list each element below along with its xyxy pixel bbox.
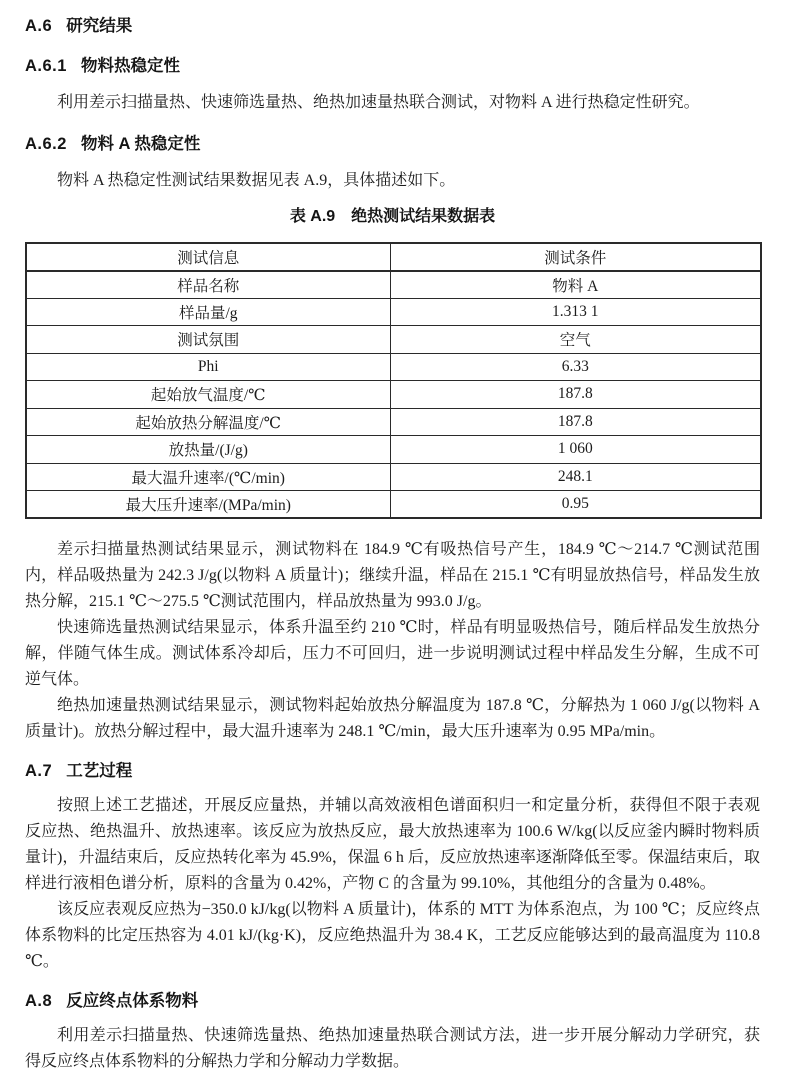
test-info-cell: 样品量/g: [26, 298, 390, 326]
table-caption-label: 表 A.9: [289, 208, 336, 225]
table-header-row: [26, 243, 761, 271]
section-heading-a6: [25, 16, 760, 36]
table-row: [26, 298, 761, 326]
test-info-cell: 最大压升速率/(MPa/min): [26, 491, 390, 519]
section-number: A.6.1: [25, 57, 67, 75]
test-condition-cell: 0.95: [390, 491, 761, 519]
table-row: [26, 353, 761, 381]
section-number: A.7: [25, 762, 53, 780]
section-number: A.6: [25, 17, 53, 35]
paragraph-arc-result: 绝热加速量热测试结果显示，测试物料起始放热分解温度为 187.8 ℃，分解热为 1 060 J/g(以物料 A 质量计)。放热分解过程中，最大温升速率为 248.1 ℃/min，最大压升速率为 0.95 MPa/min。: [25, 697, 760, 740]
section-title: 物料 A 热稳定性: [80, 135, 201, 153]
table-row: [26, 408, 761, 436]
table-row: [26, 381, 761, 409]
paragraph-a8-1: 利用差示扫描量热、快速筛选量热、绝热加速量热联合测试方法，进一步开展分解动力学研究，获得反应终点体系物料的分解热力学和分解动力学数据。: [25, 1027, 760, 1070]
section-heading-a6-2: [25, 134, 760, 154]
section-heading-a8: [25, 991, 760, 1011]
section-number: A.6.2: [25, 135, 67, 153]
table-caption: [25, 206, 760, 228]
paragraph-a6-2: 物料 A 热稳定性测试结果数据见表 A.9，具体描述如下。: [57, 172, 456, 189]
section-title: 物料热稳定性: [80, 57, 180, 75]
test-info-cell: Phi: [26, 353, 390, 381]
section-title: 反应终点体系物料: [66, 992, 199, 1010]
test-info-cell: 测试氛围: [26, 326, 390, 354]
header-test-condition: 测试条件: [390, 243, 761, 271]
section-heading-a7: [25, 761, 760, 781]
paragraph-a7-1: 按照上述工艺描述，开展反应量热，并辅以高效液相色谱面积归一和定量分析，获得但不限于表观反应热、绝热温升、放热速率。该反应为放热反应，最大放热速率为 100.6 W/kg(以反应釜内瞬时物料质量计)，升温结束后，反应热转化率为 45.9%，保温 6 h 后，反应放热速率逐渐降低至零。保温结束后，取样进行液相色谱分析，原料的含量为 0.42%，产物 C 的含量为 99.10%，其他组分的含量为 0.48%。: [25, 797, 760, 892]
test-info-cell: 起始放热分解温度/℃: [26, 408, 390, 436]
table-row: [26, 491, 761, 519]
test-info-cell: 最大温升速率/(℃/min): [26, 463, 390, 491]
test-info-cell: 样品名称: [26, 271, 390, 299]
test-condition-cell: 物料 A: [390, 271, 761, 299]
paragraph-screening-result: 快速筛选量热测试结果显示，体系升温至约 210 ℃时，样品有明显吸热信号，随后样品发生放热分解，伴随气体生成。测试体系冷却后，压力不可回归，进一步说明测试过程中样品发生分解，生成不可逆气体。: [25, 619, 760, 688]
table-caption-title: 绝热测试结果数据表: [351, 208, 496, 225]
test-condition-cell: 187.8: [390, 381, 761, 409]
section-title: 研究结果: [66, 17, 133, 35]
header-test-info: 测试信息: [26, 243, 390, 271]
paragraph-a7-2: 该反应表观反应热为−350.0 kJ/kg(以物料 A 质量计)，体系的 MTT 为体系泡点，为 100 ℃；反应终点体系物料的比定压热容为 4.01 kJ/(kg·K)，反应绝热温升为 38.4 K，工艺反应能够达到的最高温度为 110.8 ℃。: [25, 901, 760, 970]
adiabatic-test-results-table: [25, 242, 762, 519]
test-info-cell: 放热量/(J/g): [26, 436, 390, 464]
test-condition-cell: 1.313 1: [390, 298, 761, 326]
test-condition-cell: 1 060: [390, 436, 761, 464]
paragraph-a6-1: 利用差示扫描量热、快速筛选量热、绝热加速量热联合测试，对物料 A 进行热稳定性研究。: [57, 94, 700, 111]
table-row: [26, 463, 761, 491]
table-row: [26, 326, 761, 354]
paragraph-dsc-result: 差示扫描量热测试结果显示，测试物料在 184.9 ℃有吸热信号产生，184.9 ℃～214.7 ℃测试范围内，样品吸热量为 242.3 J/g(以物料 A 质量计)；继续升温，样品在 215.1 ℃有明显放热信号，样品发生放热分解，215.1 ℃～275.5 ℃测试范围内，样品放热量为 993.0 J/g。: [25, 541, 760, 610]
table-row: [26, 436, 761, 464]
test-condition-cell: 空气: [390, 326, 761, 354]
test-condition-cell: 248.1: [390, 463, 761, 491]
table-row: [26, 271, 761, 299]
test-condition-cell: 6.33: [390, 353, 761, 381]
section-number: A.8: [25, 992, 53, 1010]
section-heading-a6-1: [25, 56, 760, 76]
test-condition-cell: 187.8: [390, 408, 761, 436]
section-title: 工艺过程: [66, 762, 133, 780]
test-info-cell: 起始放气温度/℃: [26, 381, 390, 409]
